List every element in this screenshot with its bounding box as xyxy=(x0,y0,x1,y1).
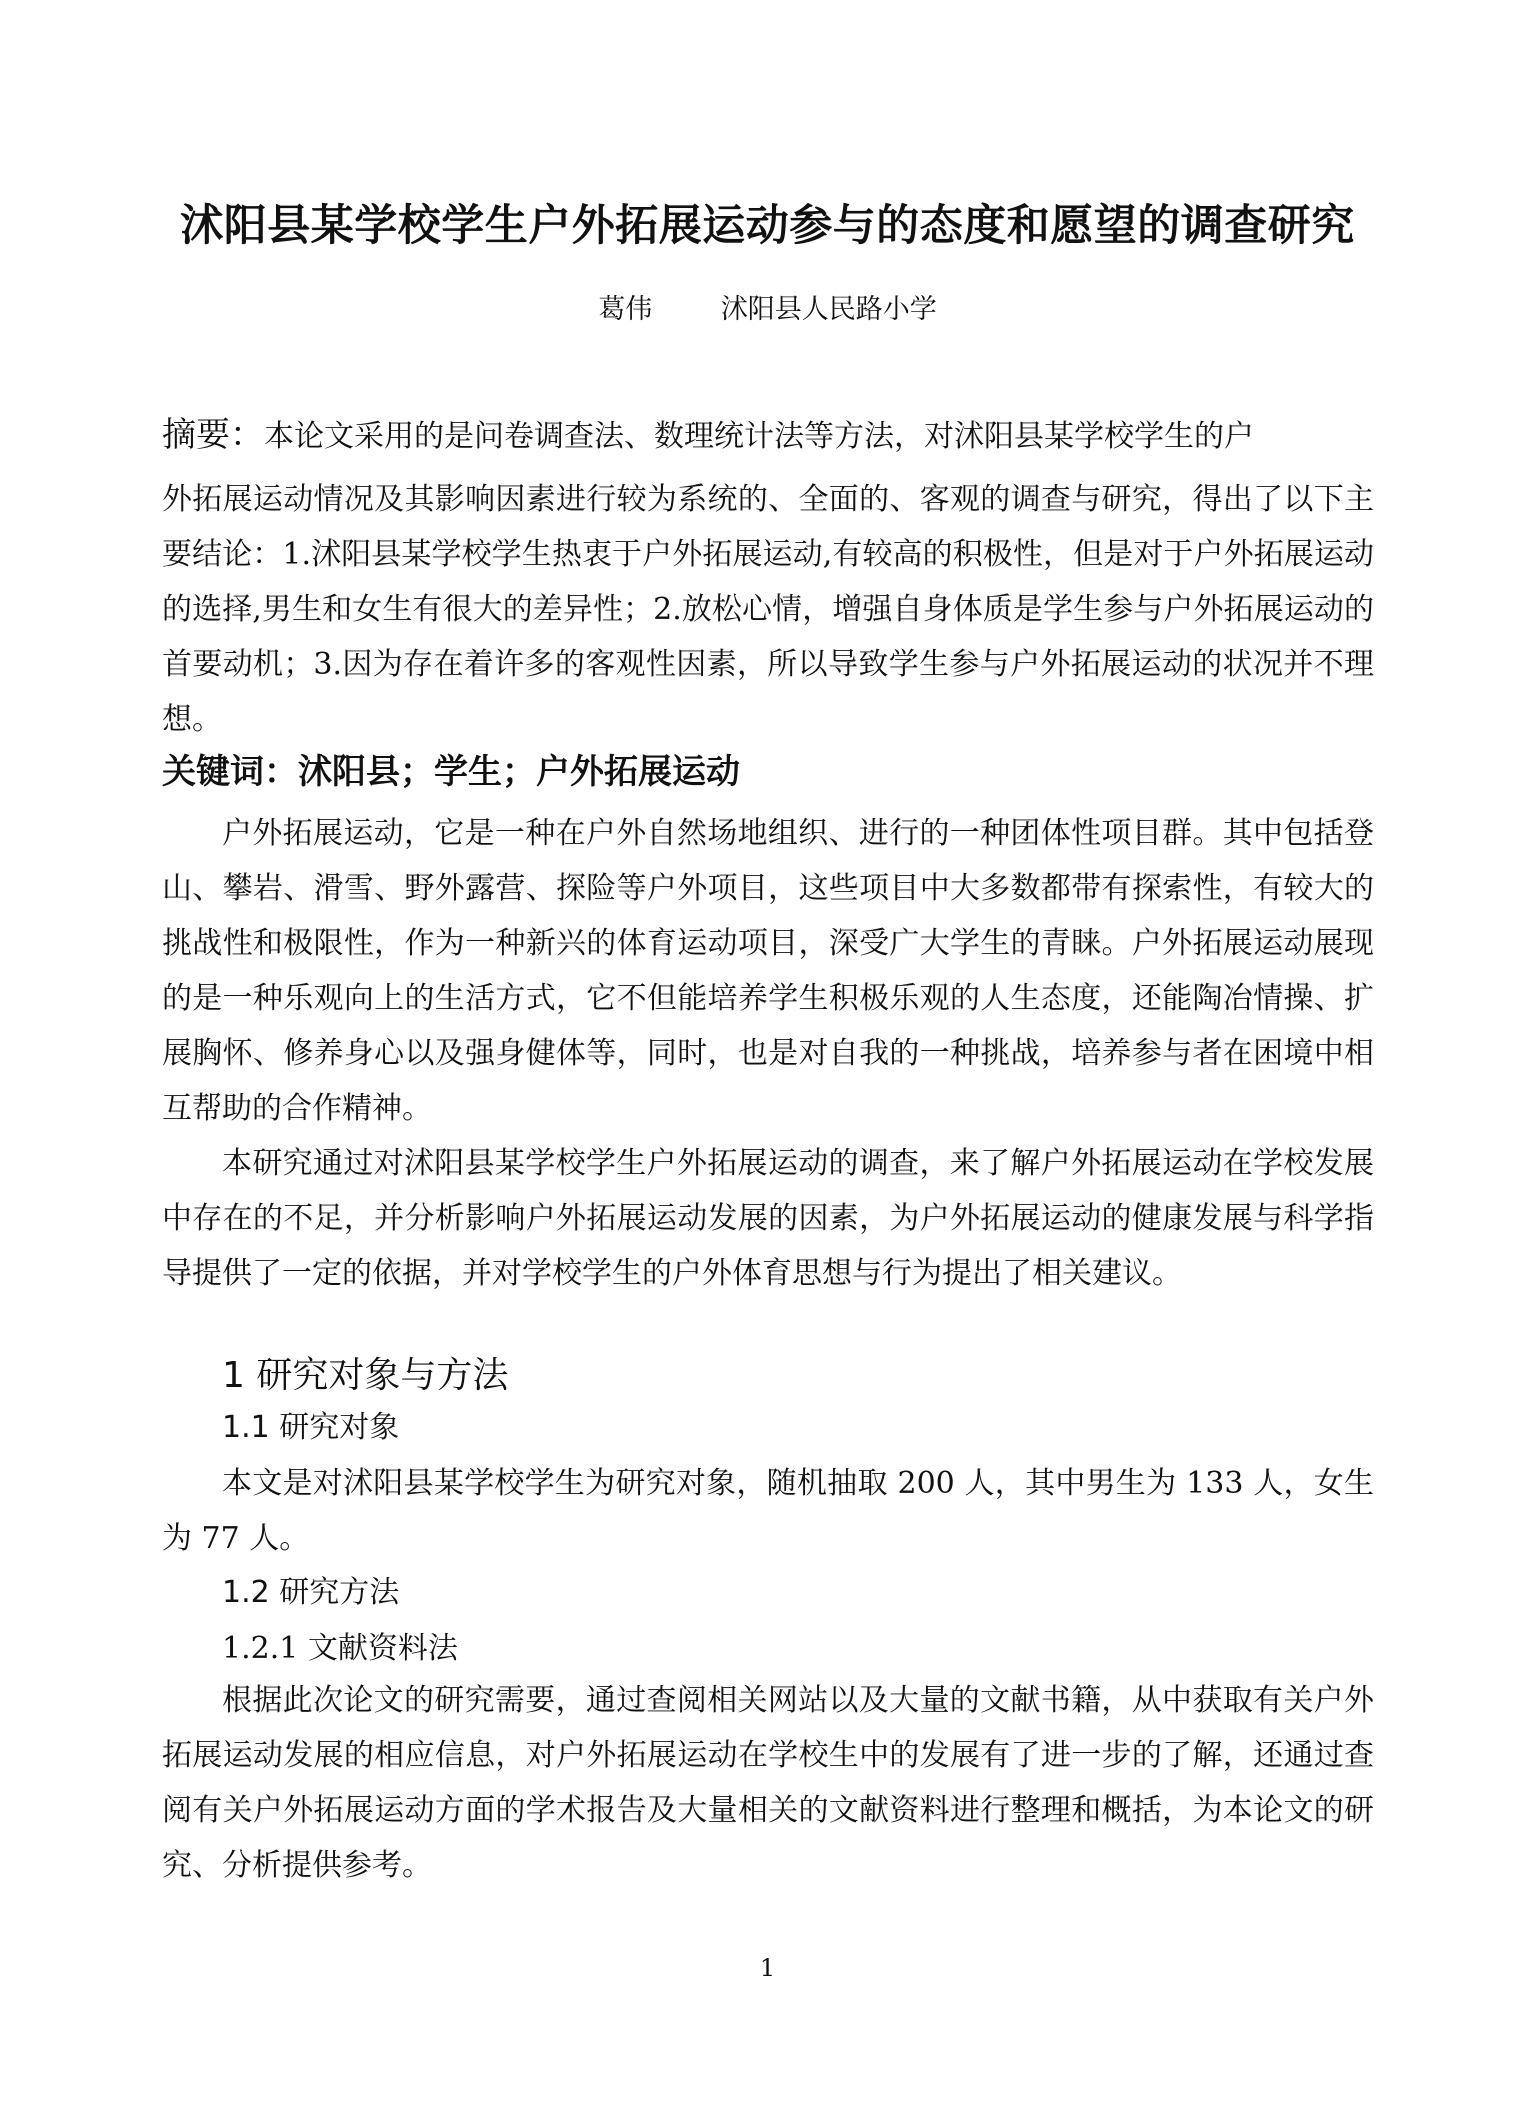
research-object xyxy=(162,1456,1374,1566)
byline xyxy=(0,290,1535,330)
literature-method-paragraph: 根据此次论文的研究需要，通过查阅相关网站以及大量的文献书籍，从中获取有关户外拓展运动发展的相应信息，对户外拓展运动在学校生中的发展有了进一步的了解，还通过查阅有关户外拓展运动方面的学术报告及大量相关的文献资料进行整理和概括，为本论文的研究、分析提供参考。 xyxy=(162,1683,1374,1883)
intro-paragraph: 本研究通过对沭阳县某学校学生户外拓展运动的调查，来了解户外拓展运动在学校发展中存在的不足，并分析影响户外拓展运动发展的因素，为户外拓展运动的健康发展与科学指导提供了一定的依据，并对学校学生的户外体育思想与行为提出了相关建议。 xyxy=(162,1146,1374,1291)
abstract-first-line xyxy=(162,400,1374,472)
page-number: 1 xyxy=(759,1954,776,1982)
abstract xyxy=(162,400,1374,747)
subsubsection-heading: 1.2.1 文献资料法 xyxy=(222,1631,458,1666)
section-heading: 1 研究对象与方法 xyxy=(222,1355,509,1396)
subsection-heading: 1.2 研究方法 xyxy=(222,1575,400,1610)
research-object-paragraph: 本文是对沭阳县某学校学生为研究对象，随机抽取 200 人，其中男生为 133 人，女生为 77 人。 xyxy=(162,1466,1374,1556)
subsection-heading: 1.1 研究对象 xyxy=(222,1410,400,1445)
abstract-body: 外拓展运动情况及其影响因素进行较为系统的、全面的、客观的调查与研究，得出了以下主要结论：1.沭阳县某学校学生热衷于户外拓展运动,有较高的积极性，但是对于户外拓展运动的选择,男生和女生有很大的差异性；2.放松心情，增强自身体质是学生参与户外拓展运动的首要动机；3.因为存在着许多的客观性因素，所以导致学生参与户外拓展运动的状况并不理想。 xyxy=(162,482,1374,737)
author-name: 葛伟 xyxy=(598,294,653,325)
literature-method xyxy=(162,1673,1374,1893)
paper-title: 沭阳县某学校学生户外拓展运动参与的态度和愿望的调查研究 xyxy=(180,201,1355,251)
keywords: 关键词：沭阳县；学生；户外拓展运动 xyxy=(162,752,740,792)
introduction xyxy=(162,806,1374,1301)
abstract-label: 摘要： xyxy=(162,415,264,455)
abstract-first-text: 本论文采用的是问卷调查法、数理统计法等方法，对沭阳县某学校学生的户 xyxy=(264,419,1254,454)
intro-paragraph: 户外拓展运动，它是一种在户外自然场地组织、进行的一种团体性项目群。其中包括登山、攀岩、滑雪、野外露营、探险等户外项目，这些项目中大多数都带有探索性，有较大的挑战性和极限性，作为一种新兴的体育运动项目，深受广大学生的青睐。户外拓展运动展现的是一种乐观向上的生活方式，它不但能培养学生积极乐观的人生态度，还能陶冶情操、扩展胸怀、修养身心以及强身健体等，同时，也是对自我的一种挑战，培养参与者在困境中相互帮助的合作精神。 xyxy=(162,816,1374,1126)
author-affiliation: 沭阳县人民路小学 xyxy=(720,294,937,325)
